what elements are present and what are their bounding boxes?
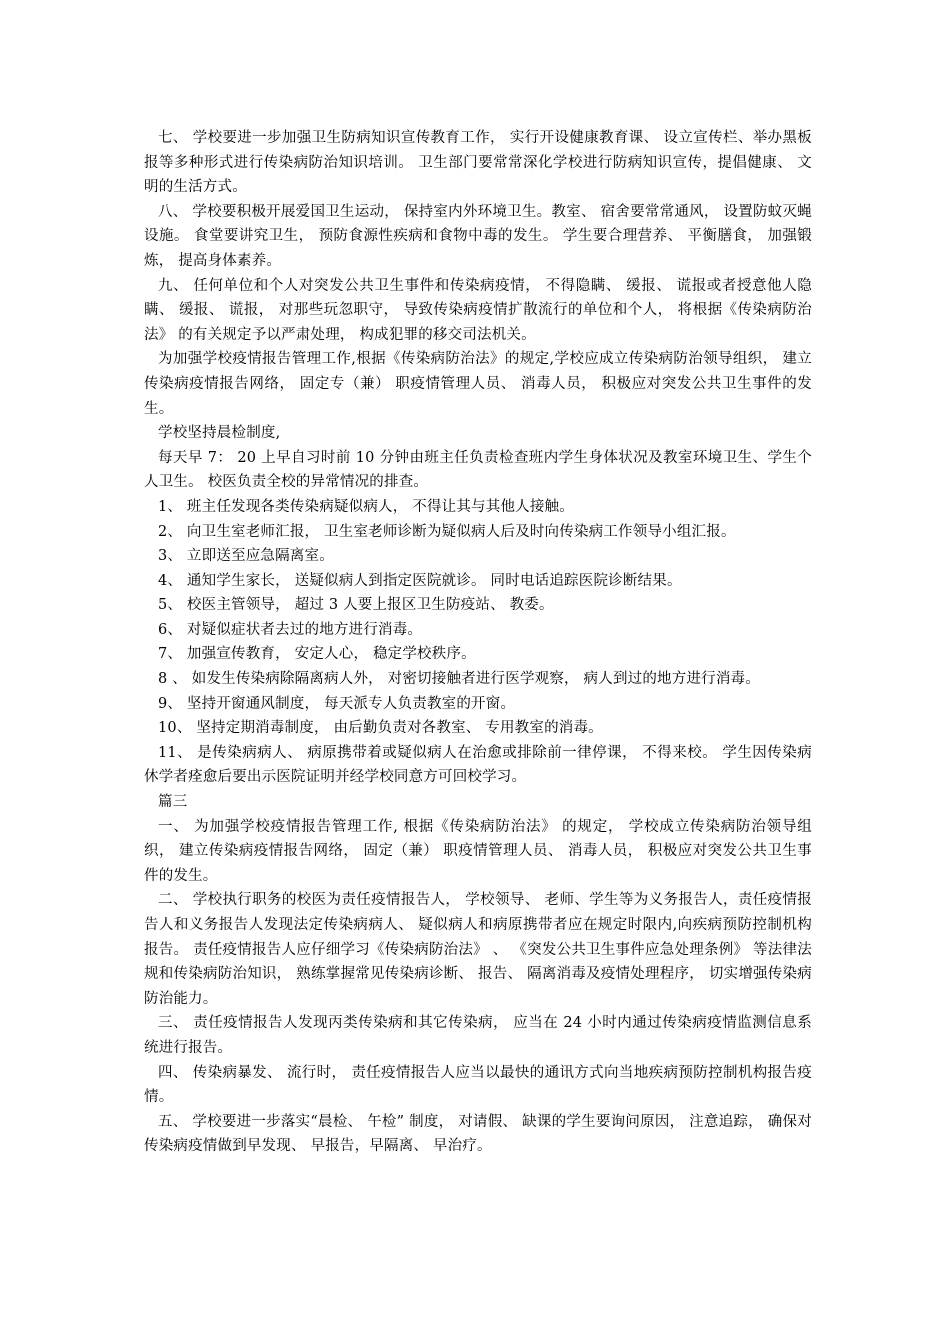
paragraph-2-responsible-reporter: 二、 学校执行职务的校医为责任疫情报告人， 学校领导、 老师、学生等为义务报告人，责任疫情报告人和义务报告人发现法定传染病病人、 疑似病人和病原携带者应在规定时限内,向疾病预防控制机构报告。 责任疫情报告人应仔细学习《传染病防治法》 、 《突发公共卫生事件应急处理条例》 等法律法规和传染病防治知识， 熟练掌握常见传染病诊断、 报告、 隔离消毒及疫情处理程序， 切实增强传染病防治能力。 bbox=[144, 892, 812, 1007]
paragraph-9-reporting-obligation: 九、 任何单位和个人对突发公共卫生事件和传染病疫情， 不得隐瞒、 缓报、 谎报或者授意他人隐瞒、 缓报、 谎报， 对那些玩忽职守， 导致传染病疫情扩散流行的单位和个人， 将根据《传染病防治法》 的有关规定予以严肃处理， 构成犯罪的移交司法机关。 bbox=[144, 277, 812, 343]
list-item-11: 11、 是传染病病人、 病原携带着或疑似病人在治愈或排除前一律停课， 不得来校。 学生因传染病休学者痊愈后要出示医院证明并经学校同意方可回校学习。 bbox=[144, 744, 812, 786]
paragraph-4-outbreak-reporting: 四、 传染病暴发、 流行时， 责任疫情报告人应当以最快的通讯方式向当地疾病预防控制机构报告疫情。 bbox=[144, 1064, 812, 1106]
paragraph-1-leadership: 一、 为加强学校疫情报告管理工作, 根据《传染病防治法》 的规定， 学校成立传染病防治领导组织， 建立传染病疫情报告网络， 固定（兼） 职疫情管理人员、 消毒人员， 积极应对突发公共卫生事件的发生。 bbox=[144, 818, 812, 884]
section-heading-part-three: 篇三 bbox=[158, 794, 188, 811]
list-item-1: 1、 班主任发现各类传染病疑似病人， 不得让其与其他人接触。 bbox=[158, 498, 574, 515]
list-item-6: 6、 对疑似症状者去过的地方进行消毒。 bbox=[158, 621, 423, 638]
list-item-2: 2、 向卫生室老师汇报， 卫生室老师诊断为疑似病人后及时向传染病工作领导小组汇报。 bbox=[158, 523, 736, 540]
paragraph-5-morning-noon-check: 五、 学校要进一步落实“晨检、 午检” 制度， 对请假、 缺课的学生要询问原因， 注意追踪， 确保对传染病疫情做到早发现、 早报告，早隔离、 早治疗。 bbox=[144, 1113, 812, 1155]
list-item-8: 8 、 如发生传染病除隔离病人外， 对密切接触者进行医学观察， 病人到过的地方进行消毒。 bbox=[158, 671, 760, 688]
paragraph-morning-check: 学校坚持晨检制度, bbox=[158, 425, 281, 442]
paragraph-7-health-education: 七、 学校要进一步加强卫生防病知识宣传教育工作， 实行开设健康教育课、 设立宣传栏、举办黑板报等多种形式进行传染病防治知识培训。 卫生部门要常常深化学校进行防病知识宣传，提倡健康、 文明的生活方式。 bbox=[144, 130, 812, 196]
paragraph-8-hygiene-campaign: 八、 学校要积极开展爱国卫生运动， 保持室内外环境卫生。教室、 宿舍要常常通风， 设置防蚊灭蝇设施。 食堂要讲究卫生， 预防食源性疾病和食物中毒的发生。 学生要合理营养、 平衡膳食， 加强锻炼， 提高身体素养。 bbox=[144, 203, 812, 269]
list-item-9: 9、 坚持开窗通风制度， 每天派专人负责教室的开窗。 bbox=[158, 695, 516, 712]
list-item-3: 3、 立即送至应急隔离室。 bbox=[158, 548, 334, 565]
paragraph-daily-schedule: 每天早 7： 20 上早自习时前 10 分钟由班主任负责检查班内学生身体状况及教室环境卫生、学生个人卫生。 校医负责全校的异常情况的排查。 bbox=[144, 449, 812, 491]
list-item-10: 10、 坚持定期消毒制度， 由后勤负责对各教室、 专用教室的消毒。 bbox=[158, 720, 603, 737]
list-item-5: 5、 校医主管领导， 超过 3 人要上报区卫生防疫站、 教委。 bbox=[158, 597, 554, 614]
list-item-7: 7、 加强宣传教育， 安定人心， 稳定学校秩序。 bbox=[158, 646, 476, 663]
document-body bbox=[144, 126, 812, 1159]
paragraph-3-class-c-reporting: 三、 责任疫情报告人发现丙类传染病和其它传染病， 应当在 24 小时内通过传染病疫情监测信息系统进行报告。 bbox=[144, 1015, 812, 1056]
list-item-4: 4、 通知学生家长， 送疑似病人到指定医院就诊。 同时电话追踪医院诊断结果。 bbox=[158, 572, 682, 589]
paragraph-reporting-network: 为加强学校疫情报告管理工作,根据《传染病防治法》的规定,学校应成立传染病防治领导组织， 建立传染病疫情报告网络， 固定专（兼） 职疫情管理人员、 消毒人员， 积极应对突发公共卫生事件的发生。 bbox=[144, 351, 812, 417]
